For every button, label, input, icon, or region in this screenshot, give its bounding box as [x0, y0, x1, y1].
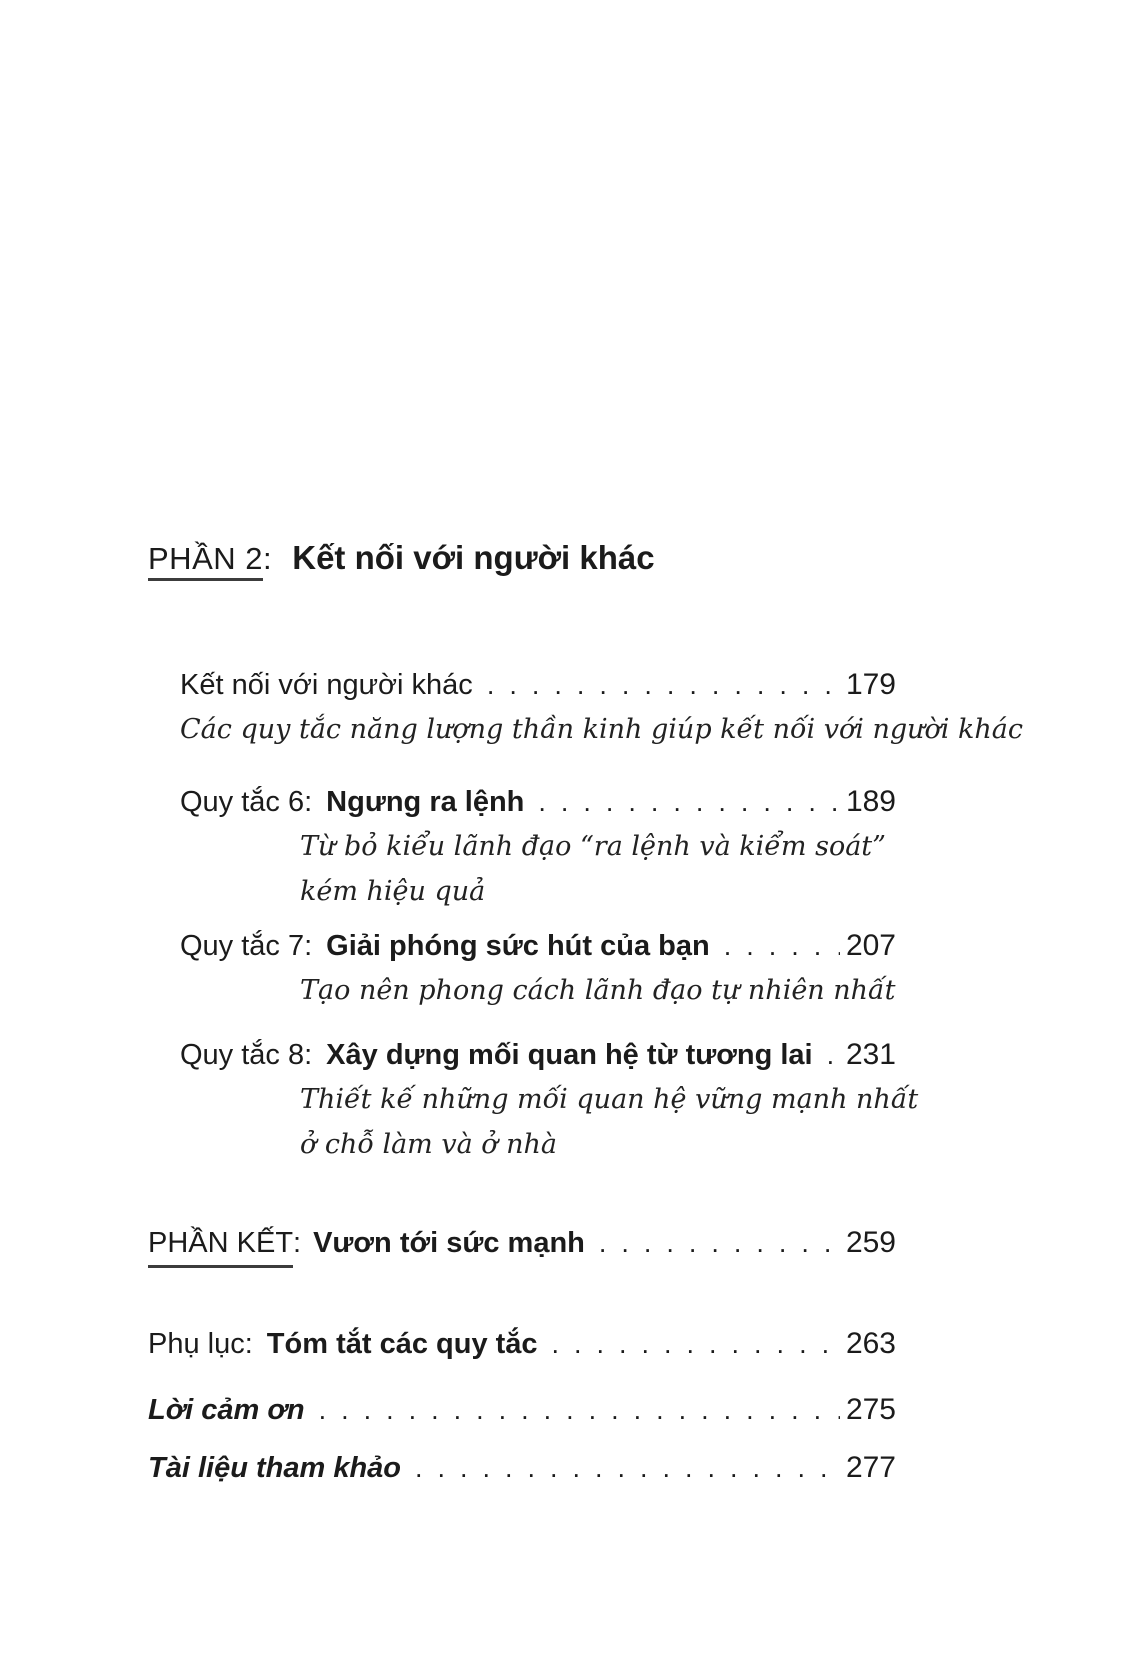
- toc-entry-acknowledgements: [148, 1390, 896, 1430]
- rule-8-subtitle-line-1: Thiết kế những mối quan hệ vững mạnh nhất: [300, 1084, 919, 1115]
- part-2-label: PHẦN 2: [148, 541, 263, 581]
- toc-entry-rule-7: [148, 926, 896, 966]
- page-number: 277: [845, 1451, 896, 1484]
- rule-8-title: Xây dựng mối quan hệ từ tương lai: [326, 1039, 813, 1071]
- conclusion-title: Vươn tới sức mạnh: [313, 1227, 585, 1259]
- conclusion-label: PHẦN KẾT: [148, 1223, 293, 1268]
- page-number: 259: [845, 1226, 896, 1259]
- dot-leader: [599, 1223, 840, 1263]
- rule-7-label: Quy tắc 7:: [180, 930, 313, 962]
- page-number: 231: [845, 1038, 896, 1071]
- rule-8-label: Quy tắc 8:: [180, 1039, 313, 1071]
- acknowledgements-title: Lời cảm ơn: [148, 1394, 305, 1426]
- toc-entry-rule-8: [148, 1035, 896, 1075]
- toc-entry-conclusion: [148, 1223, 896, 1268]
- appendix-title: Tóm tắt các quy tắc: [266, 1328, 538, 1360]
- page-number: 179: [845, 668, 896, 701]
- rule-6-subtitle-line-2: kém hiệu quả: [300, 876, 486, 907]
- part-2-colon: :: [262, 541, 272, 576]
- dot-leader: [827, 1035, 840, 1075]
- toc-entry-appendix: [148, 1324, 896, 1364]
- page-number: 207: [845, 929, 896, 962]
- page-number: 263: [845, 1327, 896, 1360]
- rule-6-subtitle-line-1: Từ bỏ kiểu lãnh đạo “ra lệnh và kiểm soát”: [300, 831, 886, 862]
- rule-7-title: Giải phóng sức hút của bạn: [326, 930, 710, 962]
- dot-leader: [552, 1324, 840, 1364]
- rule-6-label: Quy tắc 6:: [180, 786, 313, 818]
- page-number: 275: [845, 1393, 896, 1426]
- dot-leader: [415, 1448, 840, 1488]
- rule-6-title: Ngưng ra lệnh: [326, 786, 525, 818]
- toc-entry-title: Kết nối với người khác: [180, 669, 473, 701]
- toc-entry-connect-with-others: [148, 665, 896, 705]
- table-of-contents: [148, 536, 1023, 1488]
- dot-leader: [724, 926, 840, 966]
- appendix-label: Phụ lục:: [148, 1328, 253, 1360]
- dot-leader: [487, 665, 840, 705]
- part-2-header: [148, 536, 896, 581]
- toc-entry-subtitle: Các quy tắc năng lượng thần kinh giúp kết nối với người khác: [180, 714, 1023, 745]
- part-2-title: Kết nối với người khác: [292, 539, 655, 576]
- references-title: Tài liệu tham khảo: [148, 1452, 401, 1484]
- rule-7-subtitle: Tạo nên phong cách lãnh đạo tự nhiên nhất: [300, 975, 896, 1006]
- dot-leader: [538, 782, 840, 822]
- toc-entry-references: [148, 1448, 896, 1488]
- toc-entry-rule-6: [148, 782, 896, 822]
- page-number: 189: [845, 785, 896, 818]
- dot-leader: [319, 1390, 840, 1430]
- conclusion-colon: :: [293, 1227, 302, 1259]
- rule-8-subtitle-line-2: ở chỗ làm và ở nhà: [300, 1129, 558, 1160]
